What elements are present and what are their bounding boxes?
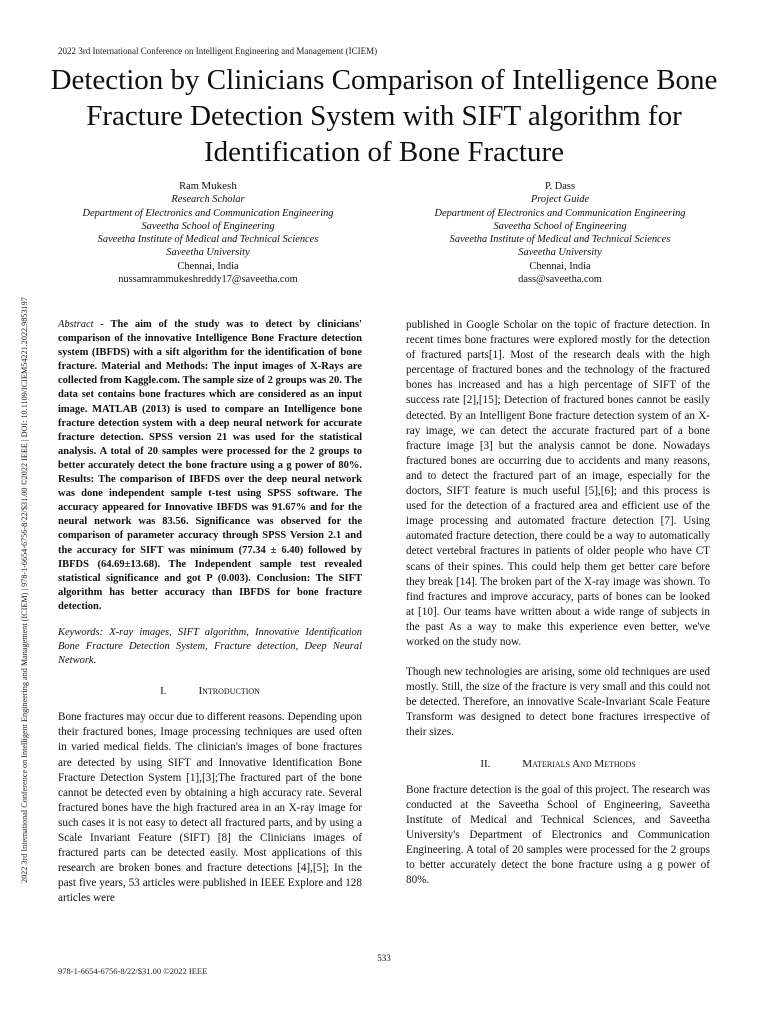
author-email: nussamrammukeshreddy17@saveetha.com <box>118 274 298 286</box>
intro-paragraph-1-continued: published in Google Scholar on the topic of fracture detection. In recent times bone fractures were explored mostly for the detection of fractured parts[1]. Most of the research deals with the high percentage of fractured bones and the technology of the fractured bones has increased and has a high percentage of SIFT of the success rate [2],[15]; Detection of fractured bones cannot be easily detected. By an Intelligent Bone fracture detection system of an X-ray image, we can detect the accurate fractured part of a bone fracture image [3] but the analysis cannot be done. Nowadays fractured bones are occurring due to accidents and many reasons, and to detect the fractured part of an image, especially for the doctors, SIFT feature is much useful [5],[6]; and this process is used for the detection of a fractured area and efficient use of the image processing and automated fracture detection [7]. Using automated fracture detection, there could be a way to automatically detect vertebral fractures in patients of older people who have CT scans of their spines. This could help them get better care before they break [14]. The broken part of the X-ray image was shown. To find fractures and improve accuracy, parts of bones can be looked at [10]. Our teams have written about a wide range of subjects in the past As a way to make this experience even better, we've worked on the study now. <box>406 319 710 648</box>
section-heading-materials-methods <box>406 757 710 771</box>
side-citation-text: 2022 3rd International Conference on Intelligent Engineering and Management (ICIEM) | 978-1-6654-6756-8/22/$31.00 ©2022 IEEE | DOI: 10.1109/ICIEM54221.2022.9853197 <box>20 297 29 883</box>
section-number: II. <box>480 757 491 770</box>
author-department: Department of Electronics and Communication Engineering <box>434 207 686 219</box>
author-name <box>58 180 358 193</box>
author-institute: Saveetha Institute of Medical and Technical Sciences <box>449 234 671 246</box>
intro-paragraph-1: Bone fractures may occur due to different reasons. Depending upon their fractured bones, Image processing techniques are used often in varied medical fields. The clinician's images of bone fractures are detected by using SIFT and Innovative Identification Bone Fracture Detection System [1],[3];The fractured part of the bone cannot be detected even by obtaining a high accuracy rate. Several fractured bones have the high fractured area in an X-ray image for such cases it is not easy to detect all fractured parts, and by using a Scale Invariant Feature (SIFT) [8] the Clinicians images of fractured parts can be detected easily. Most applications of this research are broken bones and fracture detections [4],[5]; In the past five years, 53 articles were published in IEEE Explore and 128 articles were <box>58 711 362 905</box>
author-first-name: Ram <box>179 181 199 192</box>
author-school: Saveetha School of Engineering <box>141 220 275 232</box>
methods-paragraph-1: Bone fracture detection is the goal of this project. The research was conducted at the Saveetha School of Engineering, Saveetha Institute of Medical and Technical Sciences, and Saveetha University's Department of Electronics and Communication Engineering. A total of 20 samples were processed for the 2 groups to better accurately detect the bone fracture using a g power of 80%. <box>406 783 710 887</box>
author-department: Department of Electronics and Communication Engineering <box>82 207 334 219</box>
section-title: Materials And Methods <box>522 757 636 770</box>
page-number: 533 <box>377 953 391 963</box>
author-university: Saveetha University <box>166 247 250 259</box>
author-first-name: P. Dass <box>544 181 576 192</box>
abstract <box>58 318 362 614</box>
right-column <box>406 318 710 888</box>
author-email: dass@saveetha.com <box>518 274 602 286</box>
section-number: I. <box>160 685 167 698</box>
author-location: Chennai, India <box>177 260 239 272</box>
footer-copyright: 978-1-6654-6756-8/22/$31.00 ©2022 IEEE <box>58 966 208 976</box>
author-location: Chennai, India <box>529 260 591 272</box>
abstract-text: The aim of the study was to detect by clinicians' comparison of the innovative Intelligence Bone Fracture detection system (IBFDS) with a sift algorithm for the identification of bone fracture. Material and Methods: The input images of X-Rays are collected from Kaggle.com. The sample size of 2 groups was 20. The data set contains bone fractures which are considered as an input image. MATLAB (2013) is used to compare an Intelligence bone fracture detection system with a deep neural network for accurate fracture detection. SPSS version 21 was used for the statistical analysis. A total of 20 samples were processed for the 2 groups to better accurately detect the bone fracture using a g power of 80%. Results: The comparison of IBFDS over the deep neural network was done independent sample t-test using SPSS software. The accuracy appeared for Innovative IBFDS was 91.67% and for the neural network was 83.56. Significance was observed for the comparison of parameter accuracy through SPSS Version 2.1 and the accuracy for SIFT was minimum (77.34 ± 6.40) followed by IBFDS (64.69±13.68). The Independent sample test revealed statistical significance and got P (0.003). Conclusion: The SIFT algorithm has better accuracy than IBFDS for bone fracture detection. <box>58 319 362 612</box>
author-school: Saveetha School of Engineering <box>493 220 627 232</box>
author-name <box>410 180 710 193</box>
author-university: Saveetha University <box>518 247 602 259</box>
author-role: Research Scholar <box>171 194 245 206</box>
keywords <box>58 626 362 668</box>
section-heading-introduction <box>58 684 362 698</box>
author-block-2 <box>410 180 710 286</box>
section-title: Introduction <box>198 685 260 698</box>
author-institute: Saveetha Institute of Medical and Technical Sciences <box>97 234 319 246</box>
paper-title: Detection by Clinicians Comparison of Intelligence Bone Fracture Detection System with SIFT algorithm for Identification of Bone Fracture <box>50 64 718 168</box>
intro-paragraph-2: Though new technologies are arising, some old techniques are used mostly. Still, the size of the fracture is very small and this could not be detected. Therefore, an innovative Scale-Invariant Scale Feature Transform was designed to detect bone fractures irrespective of their sizes. <box>406 666 710 739</box>
author-block-1 <box>58 180 358 286</box>
abstract-label: Abstract - <box>58 319 104 330</box>
author-role: Project Guide <box>530 194 590 206</box>
conference-header: 2022 3rd International Conference on Intelligent Engineering and Management (ICIEM) <box>58 46 378 56</box>
keywords-label: Keywords: <box>58 626 104 638</box>
author-last-name: Mukesh <box>201 180 237 192</box>
keywords-text: X-ray images, SIFT algorithm, Innovative Identification Bone Fracture Detection System, Fracture detection, Deep Neural Network. <box>58 626 362 667</box>
left-column <box>58 318 362 906</box>
